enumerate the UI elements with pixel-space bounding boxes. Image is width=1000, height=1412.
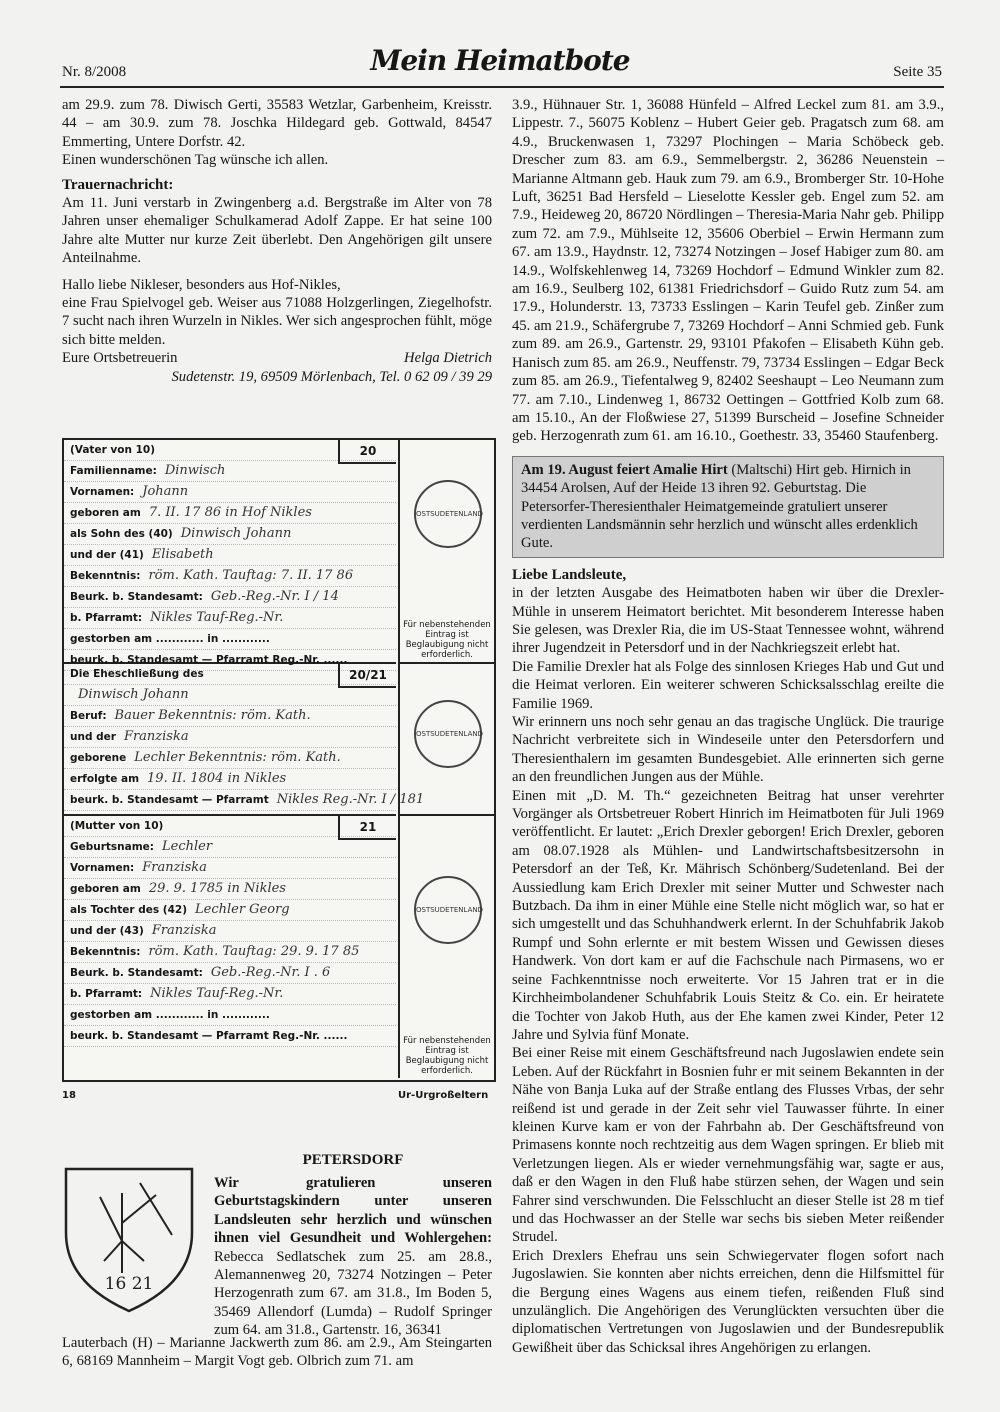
father-number: 20 — [338, 440, 396, 464]
official-stamp: OSTSUDETENLAND — [414, 480, 482, 548]
form-line — [64, 566, 396, 587]
petersdorf-birthdays — [214, 1174, 492, 1340]
form-line — [64, 921, 396, 942]
form-line — [64, 524, 396, 545]
form-label: geborene — [70, 752, 127, 764]
ahnenpass-scan — [62, 438, 496, 1082]
hello-greeting: Hallo liebe Nikleser, besonders aus Hof-Nikles, — [62, 276, 341, 293]
issue-number: Nr. 8/2008 — [62, 64, 127, 80]
father-side — [398, 440, 494, 664]
form-line — [64, 879, 396, 900]
form-label: Beurk. b. Standesamt: — [70, 967, 203, 979]
form-label: und der — [70, 731, 116, 743]
article-paragraph: Erich Drexlers Ehefrau uns sein Schwiegervater flogen sofort nach Jugoslawien. Sie konnten aber nichts erreichen, denn die Hilfsmittel für die Bergung eines Wagens aus einem tiefen, reißenden Fluß sind unzulänglich. Die Angehörigen des Verunglückten versuchten über die diplomatischen Vertretungen von Jugoslawien und der Bundesrepublik Gewißheit über das Schicksal ihres Angehörigen zu erlangen. — [512, 1247, 944, 1356]
form-line — [64, 1026, 396, 1047]
form-label: Bekenntnis: — [70, 570, 141, 582]
form-line — [64, 790, 425, 811]
handwritten-entry: Nikles Tauf-Reg.-Nr. — [150, 610, 284, 625]
form-label: Vornamen: — [70, 862, 135, 874]
intro-wish: Einen wunderschönen Tag wünsche ich allen. — [62, 152, 329, 169]
form-label: beurk. b. Standesamt — Pfarramt Reg.-Nr. ...... — [70, 1030, 348, 1042]
article-paragraph: Wir erinnern uns noch sehr genau an das tragische Unglück. Die traurige Nachricht verbreitete sich in Windeseile unter den Petersdorfern und Theresienthalern im gesamten Bundesgebiet. Alle erinnerten sich gerne an den freundlichen Jungen aus der Mühle. — [512, 714, 944, 786]
form-label: als Tochter des (42) — [70, 904, 187, 916]
form-label: (Vater von 10) — [70, 444, 156, 456]
crest-year: 16 21 — [104, 1274, 154, 1294]
signoff-role: Eure Ortsbetreuerin — [62, 350, 178, 367]
ahnenpass-page-number: 18 — [62, 1090, 76, 1101]
left-column — [62, 96, 492, 386]
handwritten-entry: Geb.-Reg.-Nr. I / 14 — [210, 589, 339, 604]
handwritten-entry: 19. II. 1804 in Nikles — [147, 771, 287, 786]
mourning-heading: Trauernachricht: — [62, 176, 174, 193]
intro-birthdays: am 29.9. zum 78. Diwisch Gerti, 35583 Wetzlar, Garbenheim, Kreisstr. 44 – am 30.9. zum 78. Joschka Hildegard geb. Gottwald, 84547 Emmerting, Untere Dorfstr. 42. — [62, 97, 492, 150]
form-label: gestorben am ............ in ............ — [70, 1009, 270, 1021]
form-label: als Sohn des (40) — [70, 528, 173, 540]
form-label: Beruf: — [70, 710, 107, 722]
form-line — [64, 706, 396, 727]
form-line — [64, 727, 396, 748]
header-rule — [60, 86, 944, 88]
form-label: Beurk. b. Standesamt: — [70, 591, 203, 603]
marriage-side — [398, 664, 494, 816]
mother-side — [398, 816, 494, 1078]
form-line — [64, 608, 396, 629]
marriage-block — [64, 664, 425, 816]
article-paragraph: Die Familie Drexler hat als Folge des sinnlosen Krieges Hab und Gut und die Heimat verloren. Ein weiterer schweren Schicksalsschlag ereilte die Familie 1969. — [512, 658, 944, 712]
handwritten-entry: 29. 9. 1785 in Nikles — [148, 881, 286, 896]
form-label: geboren am — [70, 883, 141, 895]
form-label: gestorben am ............ in ............ — [70, 633, 270, 645]
handwritten-entry: Bauer Bekenntnis: röm. Kath. — [114, 708, 311, 723]
form-line — [64, 858, 396, 879]
father-note: Für nebenstehenden Eintrag ist Beglaubigung nicht erforderlich. — [403, 620, 491, 660]
hello-text: eine Frau Spielvogel geb. Weiser aus 71088 Holzgerlingen, Ziegelhofstr. 7 sucht nach ihren Wurzeln in Nikles. Wer sich angesprochen fühlt, möge sich bitte melden. — [62, 295, 492, 348]
form-label: Bekenntnis: — [70, 946, 141, 958]
petersdorf-list: Rebecca Sedlatschek zum 25. am 28.8., Alemannenweg 20, 73274 Notzingen – Peter Herzogenrath zum 67. am 31.8., Im Boden 5, 35469 Allendorf (Lumda) – Rudolf Springer zum 64. am 31.8., Gartenstr. 16, 36341 — [214, 1248, 492, 1339]
form-label: b. Pfarramt: — [70, 988, 143, 1000]
right-column — [512, 96, 944, 1357]
petersdorf-list-cont: Lauterbach (H) – Marianne Jackwerth zum 86. am 2.9., Am Steingarten 6, 68169 Mannheim – Margit Vogt geb. Olbrich zum 71. am — [62, 1335, 492, 1370]
handwritten-entry: Dinwisch Johann — [180, 526, 292, 541]
form-label: beurk. b. Standesamt — Pfarramt Reg.-Nr. ...... — [70, 654, 348, 666]
article-paragraph: in der letzten Ausgabe des Heimatboten haben wir über die Drexler-Mühle in unserem Heimatort berichtet. Mit besonderem Interesse haben Sie gelesen, was Drexler Ria, die im US-Staat Tennessee wohnt, während ihrer Jugendzeit in Petersdorf und in der Nachkriegszeit erlebt hat. — [512, 585, 944, 657]
handwritten-entry: Dinwisch Johann — [78, 687, 189, 702]
form-line — [64, 482, 396, 503]
handwritten-entry: Elisabeth — [151, 547, 214, 562]
masthead-title: Mein Heimatbote — [370, 44, 630, 77]
article-paragraph: Bei einer Reise mit einem Geschäftsfreund nach Jugoslawien endete sein Leben. Auf der Rückfahrt in Bosnien fuhr er mit seinem Bekannten in der Nähe von Banja Luka auf der Straße entlang des Flusses Vrbas, der sehr reißend ist und gerade in der Zeit sehr viel Tauwasser führte. In einer kleinen Kurve kam er von der Fahrbahn ab. Der Geschäftsfreund von Primasens konnte noch rechtzeitig aus dem Wagen springen. Er blieb mit Verletzungen liegen. Als er wieder vernehmungsfähig war, sagte er aus, daß er den Wagen in den Fluß habe stürzen sehen, der Wagen und sein Fahrer sind verschwunden. Die Felsschlucht an dieser Stelle ist 28 m tief und das Hochwasser an der Stelle war sechs bis sieben Meter reißender Strudel. — [512, 1045, 944, 1246]
form-line — [64, 685, 396, 706]
marriage-number: 20/21 — [338, 664, 396, 688]
form-line — [64, 769, 396, 790]
form-label: Die Eheschließung des — [70, 668, 204, 680]
handwritten-entry: Dinwisch — [164, 463, 226, 478]
article-greeting: Liebe Landsleute, — [512, 566, 627, 583]
form-label: Familienname: — [70, 465, 157, 477]
signoff-address: Sudetenstr. 19, 69509 Mörlenbach, Tel. 0 62 09 / 39 29 — [171, 368, 492, 385]
handwritten-entry: röm. Kath. Tauftag: 29. 9. 17 85 — [148, 944, 360, 959]
form-line — [64, 587, 396, 608]
mother-note: Für nebenstehenden Eintrag ist Beglaubigung nicht erforderlich. — [403, 1036, 491, 1076]
highlight-text: (Maltschi) Hirt geb. Hirnich in 34454 Arolsen, Auf der Heide 13 ihren 92. Geburtstag. Die Petersorfer-Theresienthaler Heimatgemeinde gratuliert unserer verdienten Landsmännin sehr herzlich und wünscht alles erdenklich Gute. — [521, 461, 918, 552]
form-line — [64, 984, 396, 1005]
form-label: b. Pfarramt: — [70, 612, 143, 624]
birthday-list: 3.9., Hühnauer Str. 1, 36088 Hünfeld – Alfred Leckel zum 81. am 3.9., Lippestr. 7., 56075 Koblenz – Hubert Geier geb. Pragatsch zum 68. am 4.9., Bruckenwasen 1, 73297 Plochingen – Maria Schöbeck geb. Drescher zum 83. am 6.9., Semmelbergstr. 2, 36286 Neuenstein – Marianne Altmann geb. Hauk zum 79. am 6.9., Bromberger Str. 10-Hohe Luft, 36251 Bad Hersfeld – Lieselotte Kessler geb. Engel zum 52. am 7.9., Heideweg 20, 86720 Nördlingen – Theresia-Maria Nahr geb. Philipp zum 72. am 7.9., Mühlseite 12, 35606 Oberbiel – Erwin Hermann zum 67. am 13.9., Haydnstr. 12, 73274 Notzingen – Josef Habiger zum 80. am 14.9., Wolfskehlenweg 14, 73269 Hochdorf – Edmund Winkler zum 82. am 16.9., Seulberg 102, 61381 Friedrichsdorf – Guido Rutz zum 54. am 17.9., Holunderstr. 13, 73733 Esslingen – Karin Teufel geb. Zinßer zum 45. am 21.9., Schäfergrube 7, 73269 Hochdorf – Anni Schmied geb. Funk zum 89. am 26.9., Gartenstr. 29, 93101 Pfakofen – Elisabeth Kühn geb. Hanisch zum 85. am 26.9., Neuffenstr. 79, 73734 Esslingen – Edgar Beck zum 85. am 26.9., Tiefentalweg 9, 82402 Seeshaupt – Leo Neumann zum 77. am 7.10., Lindenweg 1, 86732 Oettingen – Gottfried Kolb zum 68. am 15.10., An der Floßwiese 27, 51399 Burscheid – Josefine Schneider geb. Herzogenrath zum 61. am 16.10., Goethestr. 33, 35460 Staufenberg. — [512, 97, 944, 445]
highlight-lead: Am 19. August feiert Amalie Hirt — [521, 461, 728, 478]
form-label: geboren am — [70, 507, 141, 519]
form-label: und der (41) — [70, 549, 144, 561]
mourning-text: Am 11. Juni verstarb in Zwingenberg a.d. Bergstraße im Alter von 78 Jahren unser ehemaliger Schulkamerad Adolf Zappe. Er hat seine 100 Jahre alte Mutter nur kurze Zeit überlebt. Den Angehörigen gilt unsere Anteilnahme. — [62, 195, 492, 267]
form-label: beurk. b. Standesamt — Pfarramt — [70, 794, 269, 806]
handwritten-entry: Lechler Georg — [195, 902, 290, 917]
official-stamp: OSTSUDETENLAND — [414, 700, 482, 768]
form-line — [64, 837, 396, 858]
form-line — [64, 942, 396, 963]
handwritten-entry: Geb.-Reg.-Nr. I . 6 — [210, 965, 331, 980]
handwritten-entry: Franziska — [151, 923, 217, 938]
form-label: (Mutter von 10) — [70, 820, 164, 832]
handwritten-entry: Nikles Tauf-Reg.-Nr. — [150, 986, 284, 1001]
father-block — [64, 440, 396, 664]
handwritten-entry: Franziska — [123, 729, 189, 744]
handwritten-entry: Johann — [142, 484, 189, 499]
form-label: Geburtsname: — [70, 841, 154, 853]
official-stamp: OSTSUDETENLAND — [414, 876, 482, 944]
handwritten-entry: röm. Kath. Tauftag: 7. II. 17 86 — [148, 568, 354, 583]
mother-block — [64, 816, 396, 1078]
birthday-highlight-box — [512, 456, 944, 558]
form-line — [64, 503, 396, 524]
signoff — [62, 349, 492, 367]
handwritten-entry: Franziska — [142, 860, 207, 875]
form-label: und der (43) — [70, 925, 144, 937]
petersdorf-heading: PETERSDORF — [302, 1152, 404, 1168]
form-label: Vornamen: — [70, 486, 135, 498]
article-paragraph: Einen mit „D. M. Th.“ gezeichneten Beitrag hat unser verehrter Vorgänger als Ortsbetreuer Robert Hinrich im Heimatboten für Juli 1969 veröffentlicht. Er lautet: „Erich Drexler geborgen! Erich Drexler, geboren am 08.07.1928 als Mühlen- und Landwirtschaftsbesitzersohn in Petersdorf an der Teß, Kr. Mährisch Schönberg/Sudetenland. Bei der Aussiedlung kam Erich Drexler mit seiner Mutter und Schwester nach Butzbach. Da ihm in einer Mühle eine Stelle nicht möglich war, so hat er sich umgestellt und das Schuhhandwerk erlernt. In der Schuhfabrik Jakob Rumpf und Sohn erlernte er mit bestem Wissen und Gewissen dieses Handwerk. Von dort kam er auf die Fachschule nach Pirmasens, wo er seine Fachkenntnisse noch erweiterte. Vor 15 Jahren trat er in die Kirchheimbolandener Schuhfabrik Louis Steitz & Co. ein. Er heiratete die Tochter von Jakob Huth, aus der Ehe kamen zwei Kinder, Peter 12 Jahre und Sylvia fünf Monate. — [512, 787, 944, 1043]
page-number: Seite 35 — [893, 64, 942, 80]
form-line — [64, 748, 396, 769]
ahnenpass-caption: Ur-Urgroßeltern — [398, 1090, 489, 1101]
mother-number: 21 — [338, 816, 396, 840]
handwritten-entry: Lechler — [162, 839, 213, 854]
form-line — [64, 963, 396, 984]
handwritten-entry: Lechler Bekenntnis: röm. Kath. — [134, 750, 341, 765]
form-line — [64, 545, 396, 566]
petersdorf-intro: Wir gratulieren unseren Geburtstagskindern unter unseren Landsleuten sehr herzlich und wünschen ihnen viel Gesundheit und Wohlergehen: — [214, 1175, 492, 1247]
form-label: erfolgte am — [70, 773, 140, 785]
form-line — [64, 629, 396, 650]
signoff-name: Helga Dietrich — [404, 350, 492, 367]
form-line — [64, 461, 396, 482]
form-line — [64, 1005, 396, 1026]
petersdorf-crest-icon — [60, 1163, 198, 1315]
form-line — [64, 900, 396, 921]
handwritten-entry: Nikles Reg.-Nr. I / 181 — [276, 792, 425, 807]
handwritten-entry: 7. II. 17 86 in Hof Nikles — [148, 505, 312, 520]
